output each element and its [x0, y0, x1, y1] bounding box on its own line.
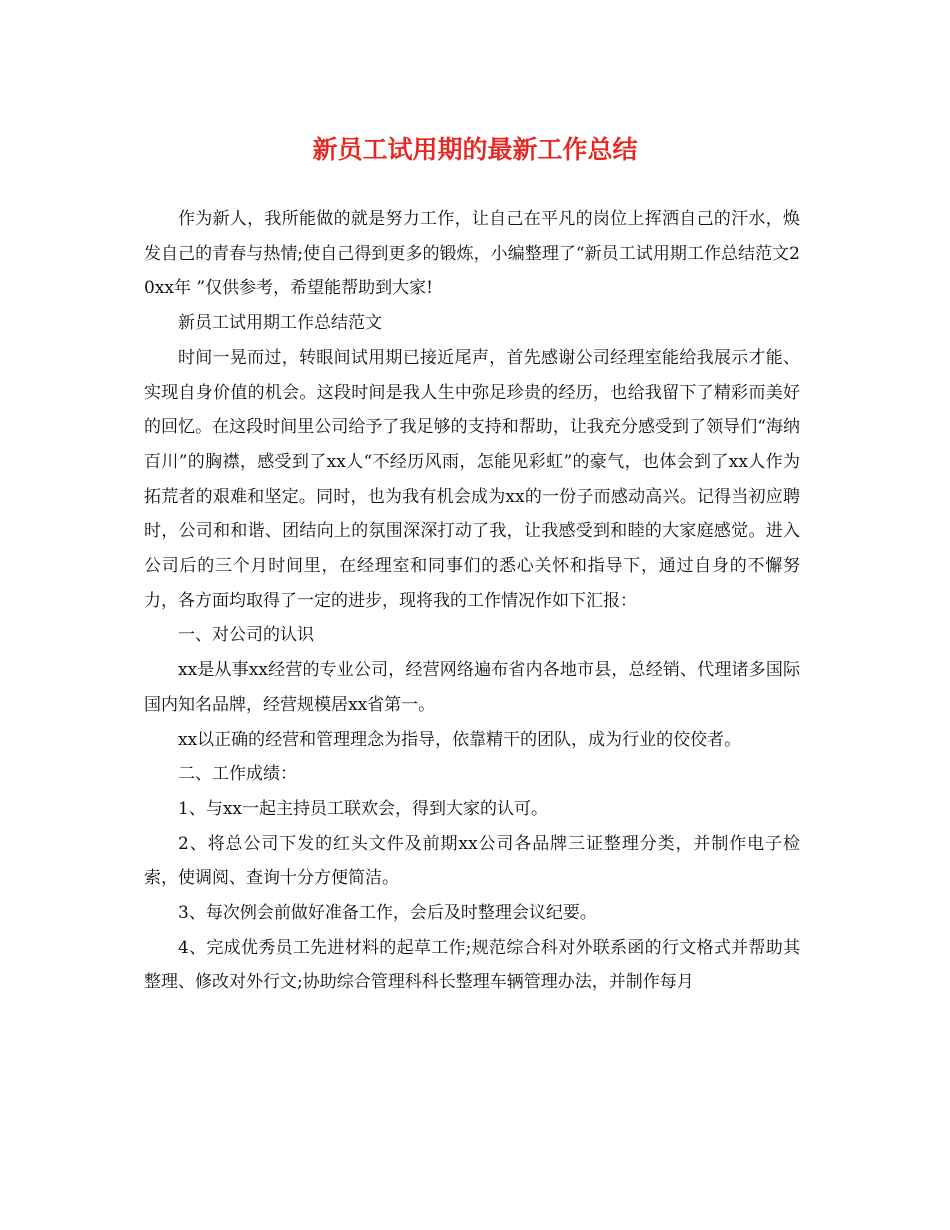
company-paragraph-1: xx是从事xx经营的专业公司，经营网络遍布省内各地市县，总经销、代理诸多国际国内知名品牌，经营规模居xx省第一。 [144, 660, 800, 715]
intro-paragraph: 作为新人，我所能做的就是努力工作，让自己在平凡的岗位上挥洒自己的汗水，焕发自己的青春与热情;使自己得到更多的锻炼，小编整理了“新员工试用期工作总结范文20xx年 ”仅供参考，希望能帮助到大家! [144, 209, 800, 299]
company-paragraph-2: xx以正确的经营和管理理念为指导，依靠精干的团队，成为行业的佼佼者。 [178, 729, 742, 750]
achievement-item-3: 3、每次例会前做好准备工作，会后及时整理会议纪要。 [178, 903, 597, 924]
achievement-item-1: 1、与xx一起主持员工联欢会，得到大家的认可。 [178, 798, 548, 819]
opening-paragraph: 时间一晃而过，转眼间试用期已接近尾声，首先感谢公司经理室能给我展示才能、实现自身价值的机会。这段时间是我人生中弥足珍贵的经历，也给我留下了精彩而美好的回忆。在这段时间里公司给予了我足够的支持和帮助，让我充分感受到了领导们“海纳百川”的胸襟，感受到了xx人“不经历风雨，怎能见彩虹”的豪气，也体会到了xx人作为拓荒者的艰难和坚定。同时，也为我有机会成为xx的一份子而感动高兴。记得当初应聘时，公司和和谐、团结向上的氛围深深打动了我，让我感受到和睦的大家庭感觉。进入公司后的三个月时间里，在经理室和同事们的悉心关怀和指导下，通过自身的不懈努力，各方面均取得了一定的进步，现将我的工作情况作如下汇报： [144, 347, 800, 611]
document-title: 新员工试用期的最新工作总结 [312, 135, 638, 164]
achievement-item-2: 2、将总公司下发的红头文件及前期xx公司各品牌三证整理分类，并制作电子检索，使调阅、查询十分方便简洁。 [144, 833, 800, 889]
document-body [144, 202, 800, 1000]
section-heading-achievements: 二、工作成绩： [178, 764, 297, 785]
achievement-item-4: 4、完成优秀员工先进材料的起草工作;规范综合科对外联系函的行文格式并帮助其整理、修改对外行文;协助综合管理科科长整理车辆管理办法，并制作每月 [144, 937, 800, 993]
section-heading-sample: 新员工试用期工作总结范文 [178, 313, 382, 334]
section-heading-company: 一、对公司的认识 [178, 625, 314, 646]
